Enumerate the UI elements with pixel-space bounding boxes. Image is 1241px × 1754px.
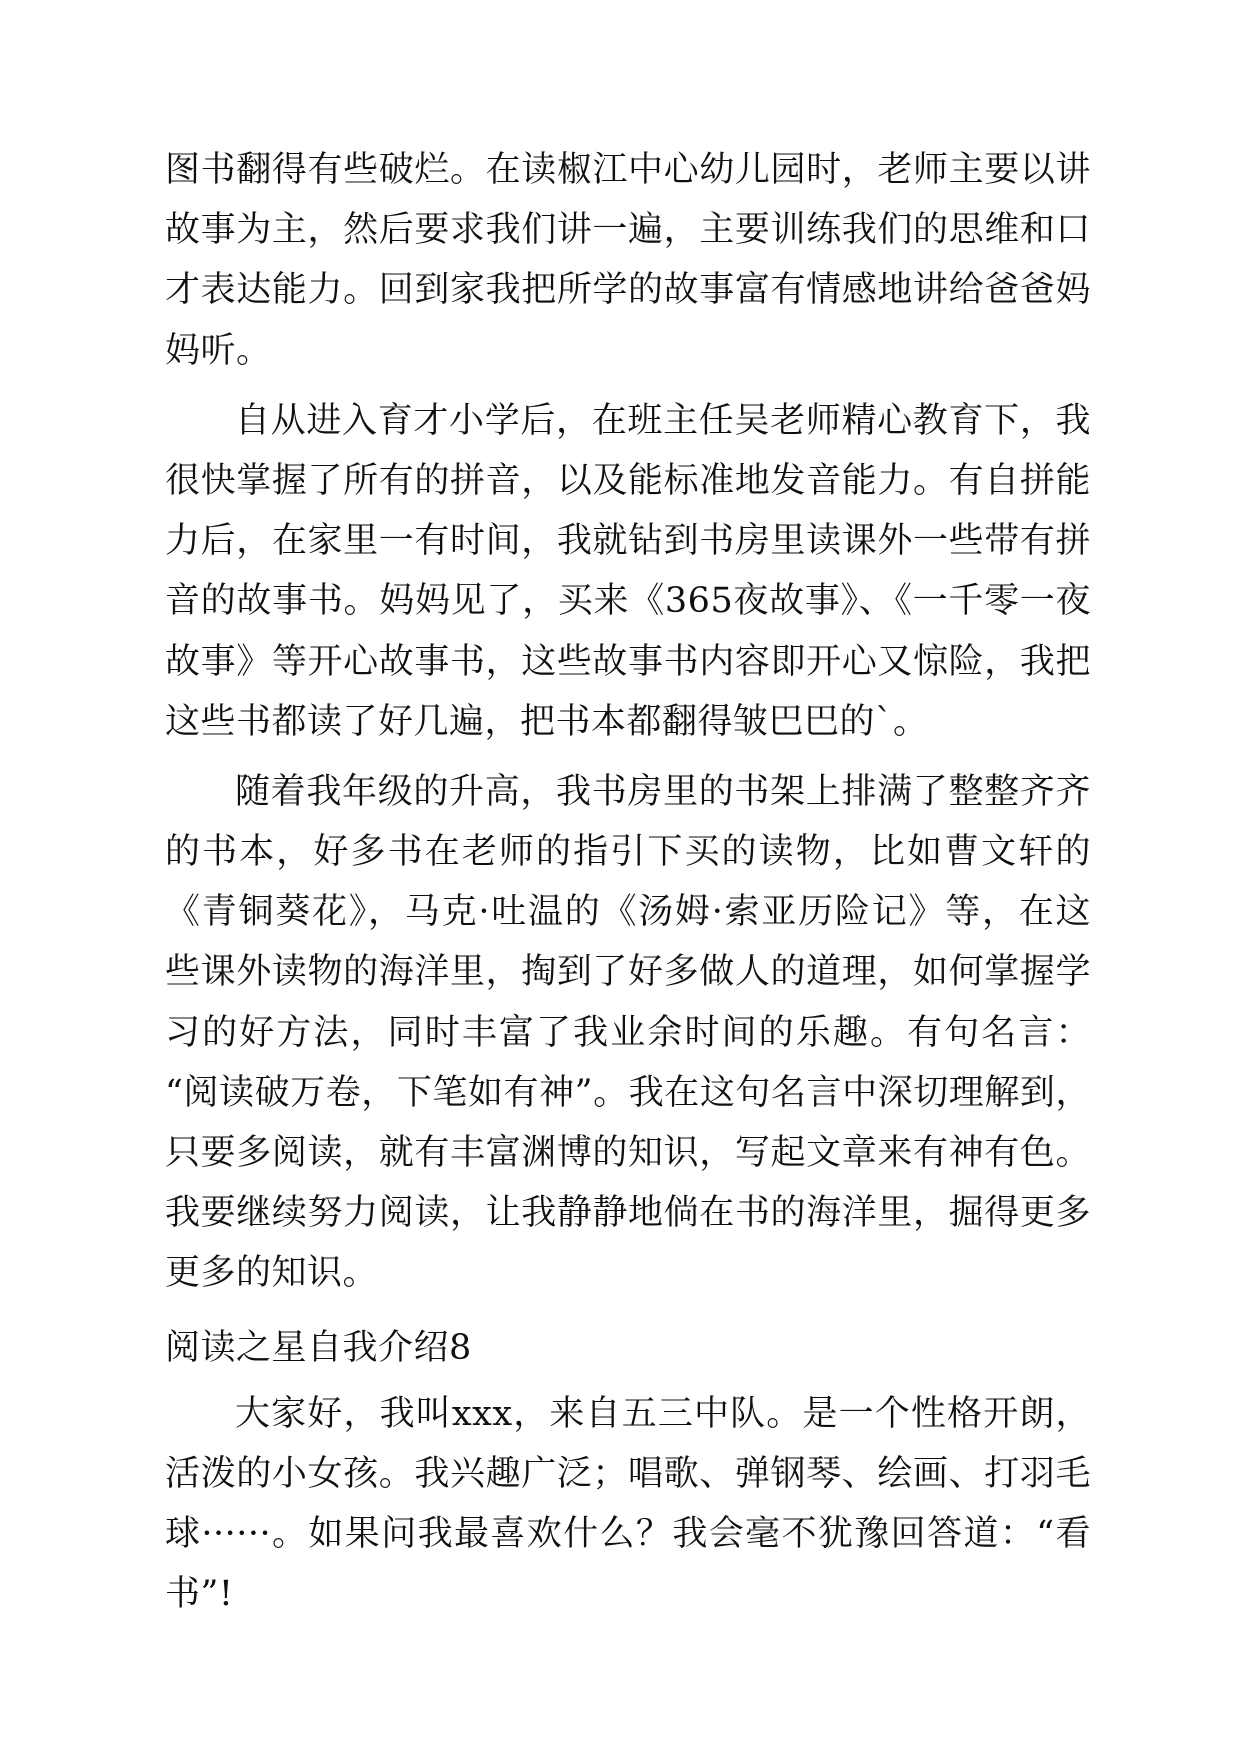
section-heading: 阅读之星自我介绍8: [165, 1327, 472, 1368]
paragraph-continued: 图书翻得有些破烂。在读椒江中心幼儿园时，老师主要以讲故事为主，然后要求我们讲一遍，主要训练我们的思维和口才表达能力。回到家我把所学的故事富有情感地讲给爸爸妈妈听。: [165, 150, 1091, 371]
paragraph-self-study: 自从进入育才小学后，在班主任吴老师精心教育下，我很快掌握了所有的拼音，以及能标准地发音能力。有自拼能力后，在家里一有时间，我就钻到书房里读课外一些带有拼音的故事书。妈妈见了，买来《365夜故事》、《一千零一夜故事》等开心故事书，这些故事书内容即开心又惊险，我把这些书都读了好几遍，把书本都翻得皱巴巴的`。: [165, 400, 1091, 742]
paragraph-introduction: 大家好，我叫xxx，来自五三中队。是一个性格开朗，活泼的小女孩。我兴趣广泛；唱歌、弹钢琴、绘画、打羽毛球······。如果问我最喜欢什么？我会毫不犹豫回答道：“看书”!: [165, 1393, 1091, 1615]
paragraph-bookshelf: 随着我年级的升高，我书房里的书架上排满了整整齐齐的书本，好多书在老师的指引下买的读物，比如曹文轩的《青铜葵花》，马克·吐温的《汤姆·索亚历险记》等，在这些课外读物的海洋里，掏到了好多做人的道理，如何掌握学习的好方法，同时丰富了我业余时间的乐趣。有句名言：“阅读破万卷，下笔如有神”。我在这句名言中深切理解到，只要多阅读，就有丰富渊博的知识，写起文章来有神有色。我要继续努力阅读，让我静静地倘在书的海洋里，掘得更多更多的知识。: [165, 771, 1091, 1294]
document-body: [165, 140, 1091, 1625]
